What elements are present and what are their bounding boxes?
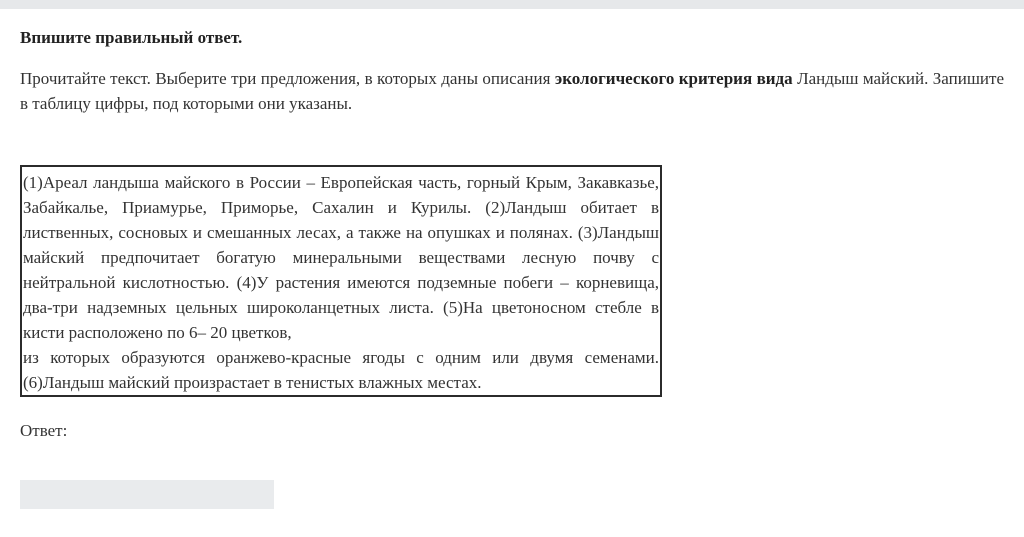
answer-input[interactable] <box>20 480 274 509</box>
passage-paragraph-1: (1)Ареал ландыша майского в России – Европейская часть, горный Крым, Закавказье, Забайкалье, Приамурье, Приморье, Сахалин и Курилы. (2)Ландыш обитает в лиственных, сосновых и смешанных лесах, а также на опушках и полянах. (3)Ландыш майский предпочитает богатую минеральными веществами лесную почву с нейтральной кислотностью. (4)У растения имеются подземные побеги – корневища, два-три надземных цельных широколанцетных листа. (5)На цветоносном стебле в кисти расположено по 6– 20 цветков, <box>23 173 659 342</box>
task-prefix: Прочитайте текст. Выберите три предложения, в которых даны описания <box>20 69 555 88</box>
passage-paragraph-2: из которых образуются оранжево-красные ягоды с одним или двумя семенами. (6)Ландыш майский произрастает в тенистых влажных местах. <box>23 348 659 392</box>
answer-label: Ответ: <box>20 421 68 440</box>
top-bar <box>0 0 1024 9</box>
task-text <box>20 66 1004 116</box>
passage-box <box>20 165 662 397</box>
task-emphasis: экологического критерия вида <box>554 69 793 88</box>
task-suffix: Ландыш майский. Запишите в таблицу цифры, под которыми они указаны. <box>20 69 1004 113</box>
instruction-heading: Впишите правильный ответ. <box>20 28 243 47</box>
